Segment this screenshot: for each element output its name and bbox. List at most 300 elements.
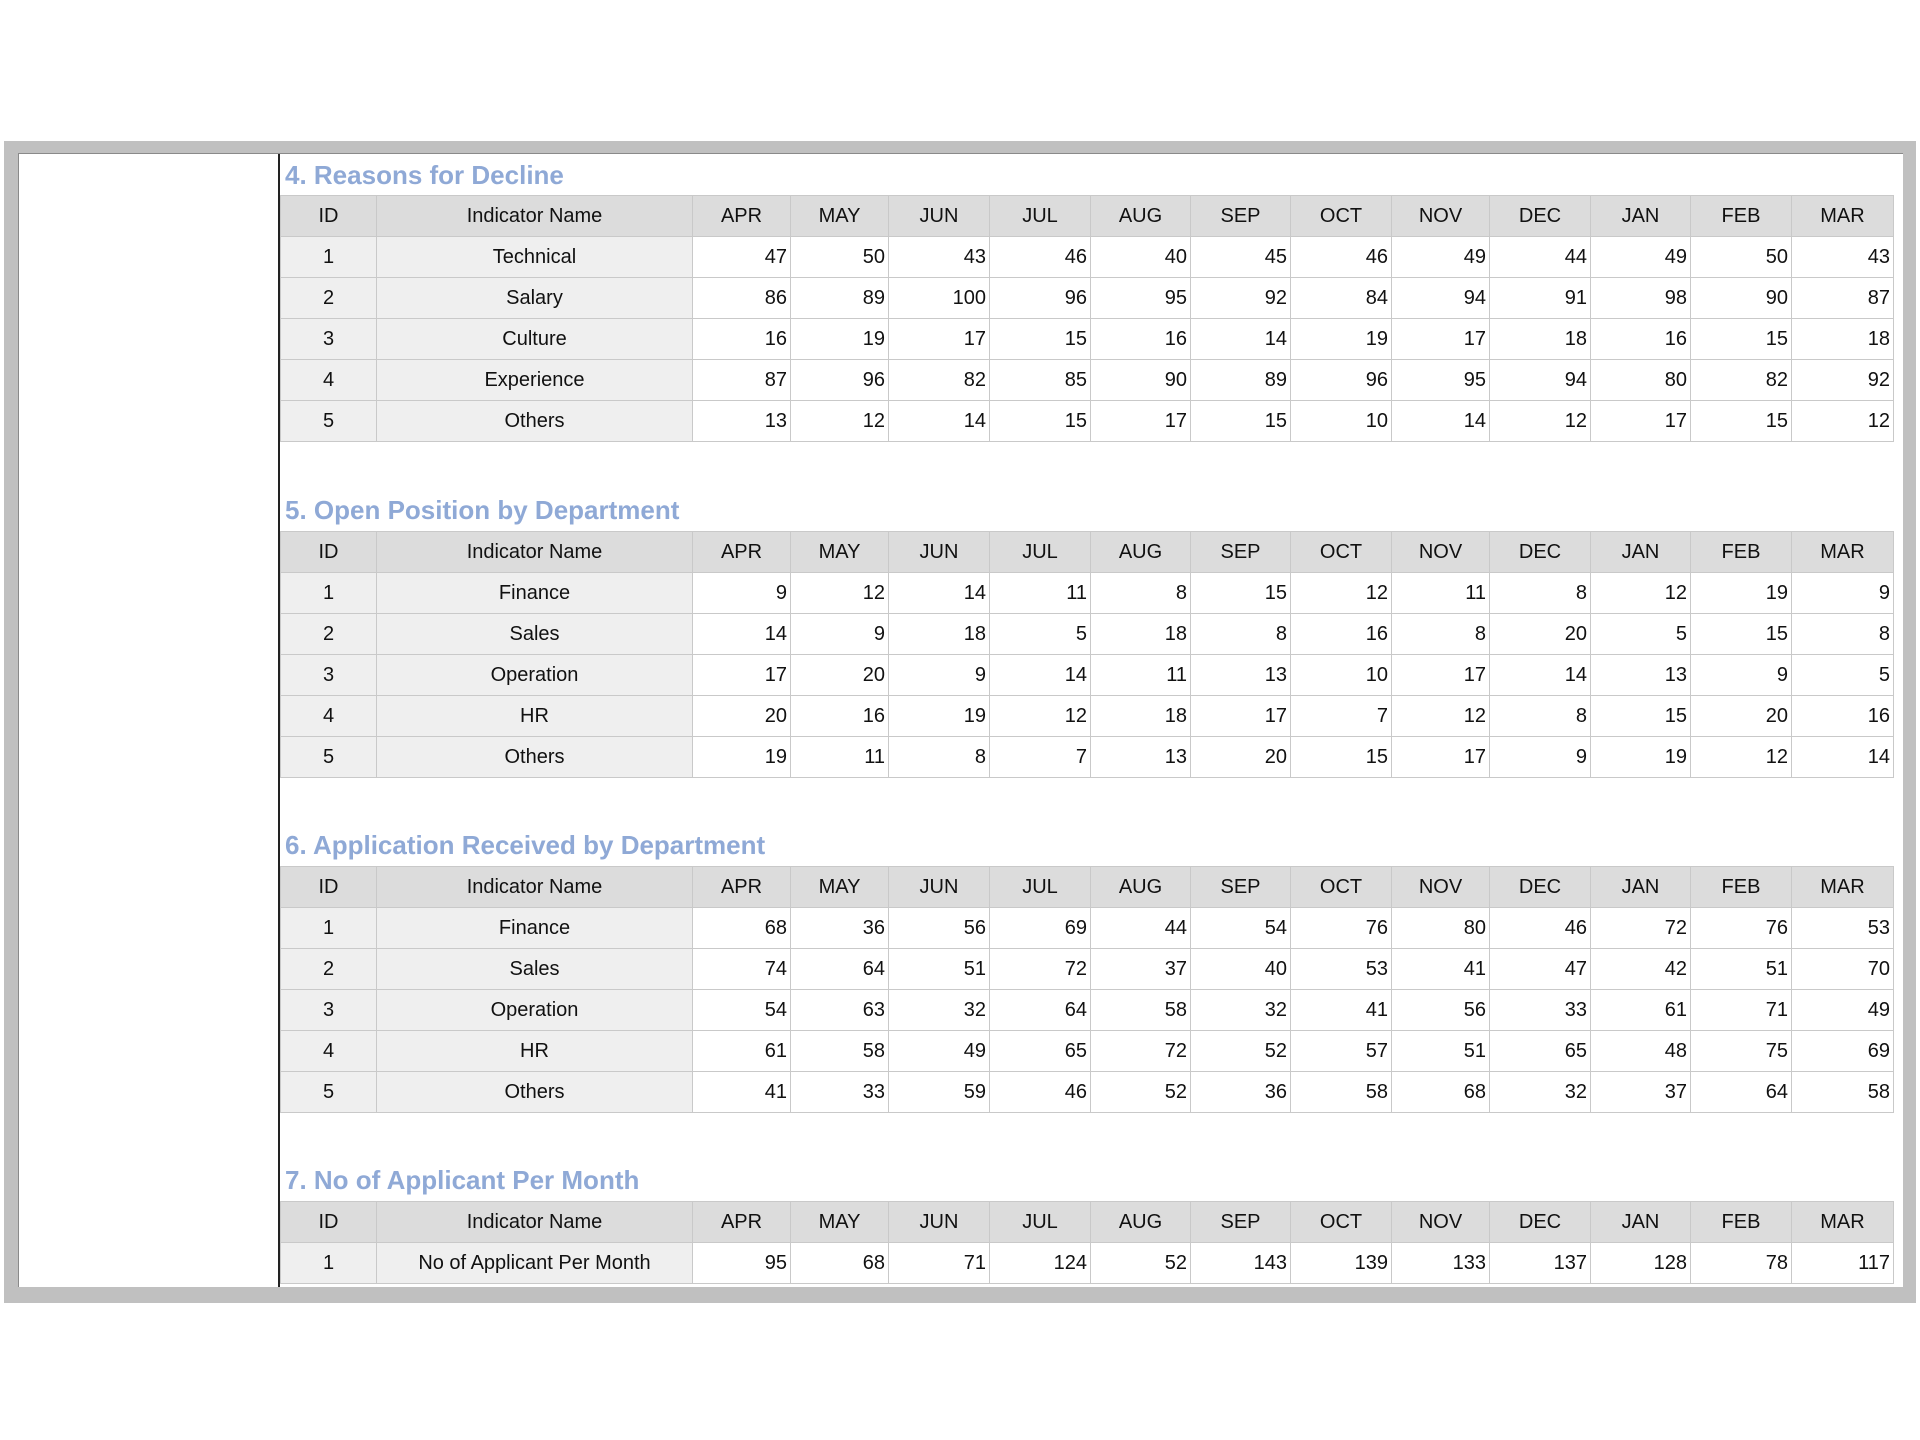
column-header-month: JAN bbox=[1591, 196, 1691, 237]
row-id-cell: 1 bbox=[281, 237, 377, 278]
table-row bbox=[281, 990, 1894, 1031]
column-header-month: APR bbox=[693, 196, 791, 237]
value-cell: 76 bbox=[1691, 908, 1792, 949]
column-header-month: OCT bbox=[1291, 532, 1392, 573]
header-row bbox=[281, 532, 1894, 573]
value-cell: 49 bbox=[1792, 990, 1894, 1031]
value-cell: 20 bbox=[1191, 737, 1291, 778]
indicator-name-cell: Salary bbox=[377, 278, 693, 319]
value-cell: 46 bbox=[1291, 237, 1392, 278]
value-cell: 5 bbox=[990, 614, 1091, 655]
value-cell: 8 bbox=[1191, 614, 1291, 655]
table-row bbox=[281, 696, 1894, 737]
value-cell: 91 bbox=[1490, 278, 1591, 319]
row-id-cell: 1 bbox=[281, 573, 377, 614]
value-cell: 46 bbox=[1490, 908, 1591, 949]
column-header-month: JAN bbox=[1591, 532, 1691, 573]
value-cell: 89 bbox=[791, 278, 889, 319]
value-cell: 63 bbox=[791, 990, 889, 1031]
value-cell: 12 bbox=[1792, 401, 1894, 442]
value-cell: 56 bbox=[889, 908, 990, 949]
table-row bbox=[281, 360, 1894, 401]
value-cell: 48 bbox=[1591, 1031, 1691, 1072]
value-cell: 37 bbox=[1091, 949, 1191, 990]
indicator-name-cell: HR bbox=[377, 696, 693, 737]
value-cell: 8 bbox=[889, 737, 990, 778]
row-id-cell: 2 bbox=[281, 614, 377, 655]
value-cell: 95 bbox=[1091, 278, 1191, 319]
value-cell: 70 bbox=[1792, 949, 1894, 990]
value-cell: 37 bbox=[1591, 1072, 1691, 1113]
value-cell: 12 bbox=[791, 573, 889, 614]
value-cell: 12 bbox=[1291, 573, 1392, 614]
value-cell: 18 bbox=[1091, 614, 1191, 655]
value-cell: 13 bbox=[1191, 655, 1291, 696]
value-cell: 9 bbox=[1490, 737, 1591, 778]
column-header-id: ID bbox=[281, 532, 377, 573]
value-cell: 11 bbox=[1091, 655, 1191, 696]
value-cell: 49 bbox=[1392, 237, 1490, 278]
column-header-month: FEB bbox=[1691, 1202, 1792, 1243]
value-cell: 32 bbox=[1490, 1072, 1591, 1113]
column-header-month: MAY bbox=[791, 1202, 889, 1243]
value-cell: 65 bbox=[990, 1031, 1091, 1072]
table-row bbox=[281, 1243, 1894, 1284]
column-header-month: DEC bbox=[1490, 532, 1591, 573]
value-cell: 69 bbox=[990, 908, 1091, 949]
value-cell: 18 bbox=[1490, 319, 1591, 360]
column-header-month: DEC bbox=[1490, 867, 1591, 908]
value-cell: 17 bbox=[889, 319, 990, 360]
value-cell: 49 bbox=[1591, 237, 1691, 278]
value-cell: 84 bbox=[1291, 278, 1392, 319]
value-cell: 57 bbox=[1291, 1031, 1392, 1072]
value-cell: 51 bbox=[1392, 1031, 1490, 1072]
value-cell: 51 bbox=[889, 949, 990, 990]
value-cell: 19 bbox=[791, 319, 889, 360]
value-cell: 14 bbox=[889, 573, 990, 614]
column-header-month: JAN bbox=[1591, 1202, 1691, 1243]
column-header-month: OCT bbox=[1291, 196, 1392, 237]
value-cell: 52 bbox=[1091, 1243, 1191, 1284]
value-cell: 85 bbox=[990, 360, 1091, 401]
row-id-cell: 4 bbox=[281, 1031, 377, 1072]
value-cell: 32 bbox=[1191, 990, 1291, 1031]
value-cell: 8 bbox=[1490, 696, 1591, 737]
value-cell: 86 bbox=[693, 278, 791, 319]
indicator-name-cell: Finance bbox=[377, 573, 693, 614]
column-header-month: OCT bbox=[1291, 1202, 1392, 1243]
value-cell: 15 bbox=[1591, 696, 1691, 737]
value-cell: 47 bbox=[693, 237, 791, 278]
column-header-month: JUL bbox=[990, 867, 1091, 908]
row-id-cell: 5 bbox=[281, 737, 377, 778]
column-header-month: SEP bbox=[1191, 867, 1291, 908]
column-header-month: MAY bbox=[791, 196, 889, 237]
value-cell: 16 bbox=[791, 696, 889, 737]
value-cell: 43 bbox=[889, 237, 990, 278]
value-cell: 68 bbox=[693, 908, 791, 949]
section-title: 7. No of Applicant Per Month bbox=[285, 1165, 640, 1195]
value-cell: 11 bbox=[990, 573, 1091, 614]
column-header-month: AUG bbox=[1091, 867, 1191, 908]
column-header-month: FEB bbox=[1691, 867, 1792, 908]
table-row bbox=[281, 655, 1894, 696]
column-header-month: MAR bbox=[1792, 867, 1894, 908]
indicator-table bbox=[280, 1201, 1894, 1284]
value-cell: 143 bbox=[1191, 1243, 1291, 1284]
indicator-name-cell: Others bbox=[377, 737, 693, 778]
row-id-cell: 3 bbox=[281, 319, 377, 360]
indicator-name-cell: Finance bbox=[377, 908, 693, 949]
row-id-cell: 2 bbox=[281, 278, 377, 319]
column-header-month: MAY bbox=[791, 867, 889, 908]
value-cell: 47 bbox=[1490, 949, 1591, 990]
column-header-month: FEB bbox=[1691, 532, 1792, 573]
column-header-month: JUL bbox=[990, 532, 1091, 573]
value-cell: 15 bbox=[1191, 573, 1291, 614]
value-cell: 14 bbox=[693, 614, 791, 655]
value-cell: 128 bbox=[1591, 1243, 1691, 1284]
column-header-month: NOV bbox=[1392, 867, 1490, 908]
value-cell: 17 bbox=[1392, 319, 1490, 360]
column-header-month: JAN bbox=[1591, 867, 1691, 908]
value-cell: 9 bbox=[1792, 573, 1894, 614]
indicator-table bbox=[280, 195, 1894, 442]
column-header-month: AUG bbox=[1091, 532, 1191, 573]
column-header-indicator-name: Indicator Name bbox=[377, 867, 693, 908]
value-cell: 124 bbox=[990, 1243, 1091, 1284]
value-cell: 137 bbox=[1490, 1243, 1591, 1284]
value-cell: 20 bbox=[1691, 696, 1792, 737]
section-title: 6. Application Received by Department bbox=[285, 830, 766, 860]
value-cell: 53 bbox=[1291, 949, 1392, 990]
row-id-cell: 5 bbox=[281, 401, 377, 442]
value-cell: 40 bbox=[1091, 237, 1191, 278]
value-cell: 98 bbox=[1591, 278, 1691, 319]
value-cell: 90 bbox=[1091, 360, 1191, 401]
value-cell: 58 bbox=[1091, 990, 1191, 1031]
value-cell: 92 bbox=[1191, 278, 1291, 319]
value-cell: 11 bbox=[1392, 573, 1490, 614]
column-header-month: FEB bbox=[1691, 196, 1792, 237]
table-row bbox=[281, 401, 1894, 442]
value-cell: 14 bbox=[1191, 319, 1291, 360]
table-row bbox=[281, 1031, 1894, 1072]
table-row bbox=[281, 278, 1894, 319]
value-cell: 14 bbox=[1792, 737, 1894, 778]
row-id-cell: 2 bbox=[281, 949, 377, 990]
value-cell: 14 bbox=[990, 655, 1091, 696]
value-cell: 80 bbox=[1591, 360, 1691, 401]
indicator-table bbox=[280, 866, 1894, 1113]
column-header-id: ID bbox=[281, 196, 377, 237]
value-cell: 72 bbox=[1091, 1031, 1191, 1072]
section-title: 5. Open Position by Department bbox=[285, 495, 680, 525]
column-header-month: AUG bbox=[1091, 196, 1191, 237]
value-cell: 8 bbox=[1792, 614, 1894, 655]
value-cell: 12 bbox=[990, 696, 1091, 737]
value-cell: 14 bbox=[889, 401, 990, 442]
value-cell: 65 bbox=[1490, 1031, 1591, 1072]
table-row bbox=[281, 908, 1894, 949]
column-header-month: SEP bbox=[1191, 196, 1291, 237]
value-cell: 64 bbox=[791, 949, 889, 990]
value-cell: 9 bbox=[791, 614, 889, 655]
indicator-name-cell: Culture bbox=[377, 319, 693, 360]
indicator-table bbox=[280, 531, 1894, 778]
column-header-month: DEC bbox=[1490, 196, 1591, 237]
indicator-name-cell: Technical bbox=[377, 237, 693, 278]
value-cell: 96 bbox=[1291, 360, 1392, 401]
value-cell: 44 bbox=[1490, 237, 1591, 278]
value-cell: 53 bbox=[1792, 908, 1894, 949]
value-cell: 7 bbox=[990, 737, 1091, 778]
value-cell: 44 bbox=[1091, 908, 1191, 949]
value-cell: 16 bbox=[1591, 319, 1691, 360]
value-cell: 13 bbox=[693, 401, 791, 442]
value-cell: 15 bbox=[1291, 737, 1392, 778]
row-id-cell: 1 bbox=[281, 1243, 377, 1284]
header-row bbox=[281, 867, 1894, 908]
value-cell: 33 bbox=[791, 1072, 889, 1113]
row-id-cell: 3 bbox=[281, 990, 377, 1031]
value-cell: 14 bbox=[1490, 655, 1591, 696]
value-cell: 15 bbox=[990, 319, 1091, 360]
column-header-month: APR bbox=[693, 1202, 791, 1243]
column-header-month: JUN bbox=[889, 1202, 990, 1243]
table-row bbox=[281, 737, 1894, 778]
value-cell: 78 bbox=[1691, 1243, 1792, 1284]
value-cell: 64 bbox=[990, 990, 1091, 1031]
value-cell: 68 bbox=[1392, 1072, 1490, 1113]
column-header-indicator-name: Indicator Name bbox=[377, 1202, 693, 1243]
value-cell: 10 bbox=[1291, 655, 1392, 696]
value-cell: 50 bbox=[791, 237, 889, 278]
value-cell: 15 bbox=[1691, 319, 1792, 360]
value-cell: 15 bbox=[990, 401, 1091, 442]
value-cell: 46 bbox=[990, 237, 1091, 278]
value-cell: 12 bbox=[791, 401, 889, 442]
column-header-month: OCT bbox=[1291, 867, 1392, 908]
column-header-month: JUN bbox=[889, 196, 990, 237]
value-cell: 68 bbox=[791, 1243, 889, 1284]
value-cell: 51 bbox=[1691, 949, 1792, 990]
indicator-name-cell: Sales bbox=[377, 614, 693, 655]
value-cell: 32 bbox=[889, 990, 990, 1031]
value-cell: 19 bbox=[889, 696, 990, 737]
row-id-cell: 3 bbox=[281, 655, 377, 696]
value-cell: 36 bbox=[1191, 1072, 1291, 1113]
indicator-name-cell: Experience bbox=[377, 360, 693, 401]
value-cell: 94 bbox=[1392, 278, 1490, 319]
column-header-id: ID bbox=[281, 867, 377, 908]
value-cell: 16 bbox=[1291, 614, 1392, 655]
value-cell: 58 bbox=[1792, 1072, 1894, 1113]
column-header-month: APR bbox=[693, 867, 791, 908]
value-cell: 71 bbox=[1691, 990, 1792, 1031]
value-cell: 19 bbox=[1691, 573, 1792, 614]
value-cell: 13 bbox=[1091, 737, 1191, 778]
column-header-month: NOV bbox=[1392, 1202, 1490, 1243]
value-cell: 89 bbox=[1191, 360, 1291, 401]
value-cell: 87 bbox=[693, 360, 791, 401]
value-cell: 8 bbox=[1490, 573, 1591, 614]
value-cell: 69 bbox=[1792, 1031, 1894, 1072]
column-header-month: SEP bbox=[1191, 532, 1291, 573]
value-cell: 17 bbox=[1191, 696, 1291, 737]
value-cell: 17 bbox=[1392, 737, 1490, 778]
indicator-name-cell: Sales bbox=[377, 949, 693, 990]
value-cell: 9 bbox=[693, 573, 791, 614]
value-cell: 54 bbox=[693, 990, 791, 1031]
value-cell: 5 bbox=[1591, 614, 1691, 655]
value-cell: 11 bbox=[791, 737, 889, 778]
column-header-indicator-name: Indicator Name bbox=[377, 532, 693, 573]
column-header-month: AUG bbox=[1091, 1202, 1191, 1243]
value-cell: 10 bbox=[1291, 401, 1392, 442]
value-cell: 61 bbox=[693, 1031, 791, 1072]
value-cell: 80 bbox=[1392, 908, 1490, 949]
value-cell: 133 bbox=[1392, 1243, 1490, 1284]
value-cell: 58 bbox=[791, 1031, 889, 1072]
indicator-name-cell: Operation bbox=[377, 990, 693, 1031]
value-cell: 18 bbox=[1792, 319, 1894, 360]
value-cell: 18 bbox=[1091, 696, 1191, 737]
value-cell: 5 bbox=[1792, 655, 1894, 696]
column-header-month: MAR bbox=[1792, 196, 1894, 237]
value-cell: 16 bbox=[1792, 696, 1894, 737]
value-cell: 19 bbox=[693, 737, 791, 778]
value-cell: 56 bbox=[1392, 990, 1490, 1031]
table-row bbox=[281, 1072, 1894, 1113]
value-cell: 20 bbox=[693, 696, 791, 737]
value-cell: 64 bbox=[1691, 1072, 1792, 1113]
value-cell: 9 bbox=[889, 655, 990, 696]
column-header-month: MAR bbox=[1792, 532, 1894, 573]
indicator-name-cell: No of Applicant Per Month bbox=[377, 1243, 693, 1284]
column-header-month: NOV bbox=[1392, 196, 1490, 237]
column-header-month: APR bbox=[693, 532, 791, 573]
value-cell: 95 bbox=[1392, 360, 1490, 401]
table-row bbox=[281, 949, 1894, 990]
value-cell: 117 bbox=[1792, 1243, 1894, 1284]
value-cell: 17 bbox=[1392, 655, 1490, 696]
column-header-month: JUL bbox=[990, 196, 1091, 237]
value-cell: 41 bbox=[693, 1072, 791, 1113]
value-cell: 15 bbox=[1691, 401, 1792, 442]
value-cell: 54 bbox=[1191, 908, 1291, 949]
value-cell: 9 bbox=[1691, 655, 1792, 696]
header-row bbox=[281, 196, 1894, 237]
value-cell: 52 bbox=[1191, 1031, 1291, 1072]
row-id-cell: 4 bbox=[281, 696, 377, 737]
value-cell: 72 bbox=[990, 949, 1091, 990]
value-cell: 96 bbox=[990, 278, 1091, 319]
value-cell: 72 bbox=[1591, 908, 1691, 949]
header-row bbox=[281, 1202, 1894, 1243]
value-cell: 16 bbox=[1091, 319, 1191, 360]
value-cell: 14 bbox=[1392, 401, 1490, 442]
table-row bbox=[281, 573, 1894, 614]
value-cell: 17 bbox=[693, 655, 791, 696]
indicator-name-cell: Others bbox=[377, 1072, 693, 1113]
value-cell: 41 bbox=[1392, 949, 1490, 990]
value-cell: 8 bbox=[1091, 573, 1191, 614]
column-header-month: JUN bbox=[889, 532, 990, 573]
table-row bbox=[281, 614, 1894, 655]
value-cell: 12 bbox=[1591, 573, 1691, 614]
section-title: 4. Reasons for Decline bbox=[285, 160, 564, 190]
value-cell: 95 bbox=[693, 1243, 791, 1284]
value-cell: 59 bbox=[889, 1072, 990, 1113]
indicator-name-cell: Operation bbox=[377, 655, 693, 696]
column-header-month: MAY bbox=[791, 532, 889, 573]
value-cell: 50 bbox=[1691, 237, 1792, 278]
value-cell: 139 bbox=[1291, 1243, 1392, 1284]
value-cell: 58 bbox=[1291, 1072, 1392, 1113]
value-cell: 41 bbox=[1291, 990, 1392, 1031]
table-row bbox=[281, 237, 1894, 278]
value-cell: 15 bbox=[1691, 614, 1792, 655]
value-cell: 36 bbox=[791, 908, 889, 949]
indicator-name-cell: Others bbox=[377, 401, 693, 442]
value-cell: 82 bbox=[889, 360, 990, 401]
value-cell: 46 bbox=[990, 1072, 1091, 1113]
row-id-cell: 1 bbox=[281, 908, 377, 949]
column-header-month: DEC bbox=[1490, 1202, 1591, 1243]
value-cell: 20 bbox=[791, 655, 889, 696]
value-cell: 43 bbox=[1792, 237, 1894, 278]
value-cell: 90 bbox=[1691, 278, 1792, 319]
value-cell: 33 bbox=[1490, 990, 1591, 1031]
row-id-cell: 5 bbox=[281, 1072, 377, 1113]
value-cell: 75 bbox=[1691, 1031, 1792, 1072]
row-id-cell: 4 bbox=[281, 360, 377, 401]
column-header-month: NOV bbox=[1392, 532, 1490, 573]
column-header-month: JUL bbox=[990, 1202, 1091, 1243]
value-cell: 96 bbox=[791, 360, 889, 401]
column-header-month: MAR bbox=[1792, 1202, 1894, 1243]
value-cell: 40 bbox=[1191, 949, 1291, 990]
value-cell: 12 bbox=[1691, 737, 1792, 778]
value-cell: 16 bbox=[693, 319, 791, 360]
value-cell: 17 bbox=[1591, 401, 1691, 442]
value-cell: 18 bbox=[889, 614, 990, 655]
value-cell: 100 bbox=[889, 278, 990, 319]
value-cell: 8 bbox=[1392, 614, 1490, 655]
value-cell: 52 bbox=[1091, 1072, 1191, 1113]
value-cell: 61 bbox=[1591, 990, 1691, 1031]
value-cell: 12 bbox=[1490, 401, 1591, 442]
column-header-id: ID bbox=[281, 1202, 377, 1243]
value-cell: 20 bbox=[1490, 614, 1591, 655]
column-header-month: SEP bbox=[1191, 1202, 1291, 1243]
value-cell: 49 bbox=[889, 1031, 990, 1072]
column-header-month: JUN bbox=[889, 867, 990, 908]
value-cell: 19 bbox=[1291, 319, 1392, 360]
value-cell: 74 bbox=[693, 949, 791, 990]
table-row bbox=[281, 319, 1894, 360]
value-cell: 13 bbox=[1591, 655, 1691, 696]
column-header-indicator-name: Indicator Name bbox=[377, 196, 693, 237]
value-cell: 71 bbox=[889, 1243, 990, 1284]
value-cell: 82 bbox=[1691, 360, 1792, 401]
value-cell: 45 bbox=[1191, 237, 1291, 278]
value-cell: 17 bbox=[1091, 401, 1191, 442]
value-cell: 76 bbox=[1291, 908, 1392, 949]
value-cell: 94 bbox=[1490, 360, 1591, 401]
